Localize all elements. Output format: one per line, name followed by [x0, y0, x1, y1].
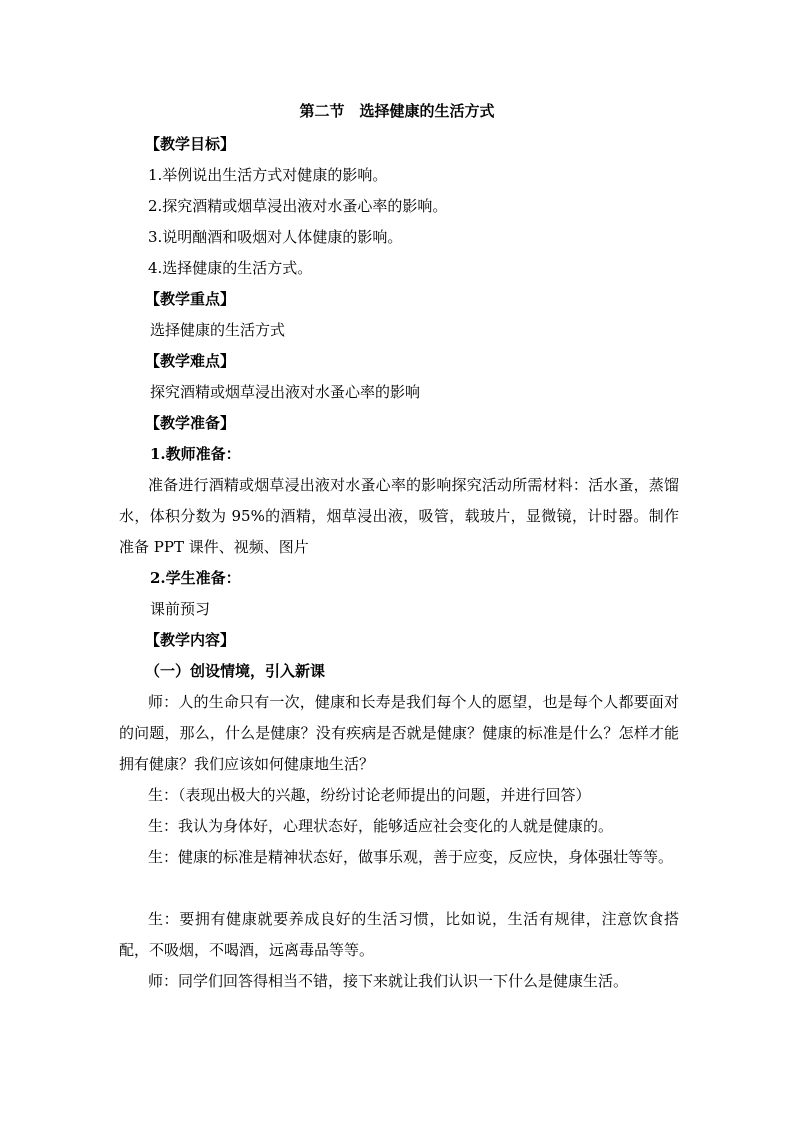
student-prep-text: 课前预习 [150, 600, 211, 618]
key-points-heading: 【教学重点】 [145, 290, 236, 308]
difficulties-heading: 【教学难点】 [145, 352, 236, 370]
content-heading: 【教学内容】 [145, 631, 236, 649]
dialogue-paragraph: 生：（表现出极大的兴趣，纷纷讨论老师提出的问题，并进行回答） [148, 786, 591, 804]
teacher-prep-heading: 1.教师准备： [150, 445, 241, 463]
objective-item: 4.选择健康的生活方式。 [148, 259, 313, 277]
key-points-text: 选择健康的生活方式 [150, 321, 286, 339]
objectives-heading: 【教学目标】 [145, 135, 236, 153]
objective-item: 1.举例说出生活方式对健康的影响。 [148, 166, 388, 184]
objective-item: 3.说明酗酒和吸烟对人体健康的影响。 [148, 228, 403, 246]
dialogue-paragraph: 师：人的生命只有一次，健康和长寿是我们每个人的愿望，也是每个人都要面对的问题，那么，什么是健康？没有疾病是否就是健康？健康的标准是什么？怎样才能拥有健康？我们应该如何健康地生活？ [119, 693, 679, 773]
preparation-heading: 【教学准备】 [145, 414, 236, 432]
objective-item: 2.探究酒精或烟草浸出液对水蚤心率的影响。 [148, 197, 448, 215]
dialogue-paragraph: 生：健康的标准是精神状态好，做事乐观，善于应变，反应快，身体强壮等等。 [148, 848, 674, 866]
dialogue-paragraph: 师：同学们回答得相当不错，接下来就让我们认识一下什么是健康生活。 [148, 972, 629, 990]
student-prep-heading: 2.学生准备： [150, 569, 241, 587]
teacher-prep-paragraph: 准备进行酒精或烟草浸出液对水蚤心率的影响探究活动所需材料：活水蚤，蒸馏水，体积分数为 95%的酒精，烟草浸出液，吸管，载玻片，显微镜，计时器。制作准备 PPT 课件、视频、图片 [119, 476, 679, 556]
page-title: 第二节 选择健康的生活方式 [299, 102, 495, 120]
dialogue-paragraph: 生：要拥有健康就要养成良好的生活习惯，比如说，生活有规律，注意饮食搭配，不吸烟，不喝酒，远离毒品等等。 [119, 910, 679, 959]
dialogue-paragraph: 生：我认为身体好，心理状态好，能够适应社会变化的人就是健康的。 [148, 817, 614, 835]
difficulties-text: 探究酒精或烟草浸出液对水蚤心率的影响 [150, 383, 421, 401]
part1-heading: （一）创设情境，引入新课 [145, 662, 326, 680]
